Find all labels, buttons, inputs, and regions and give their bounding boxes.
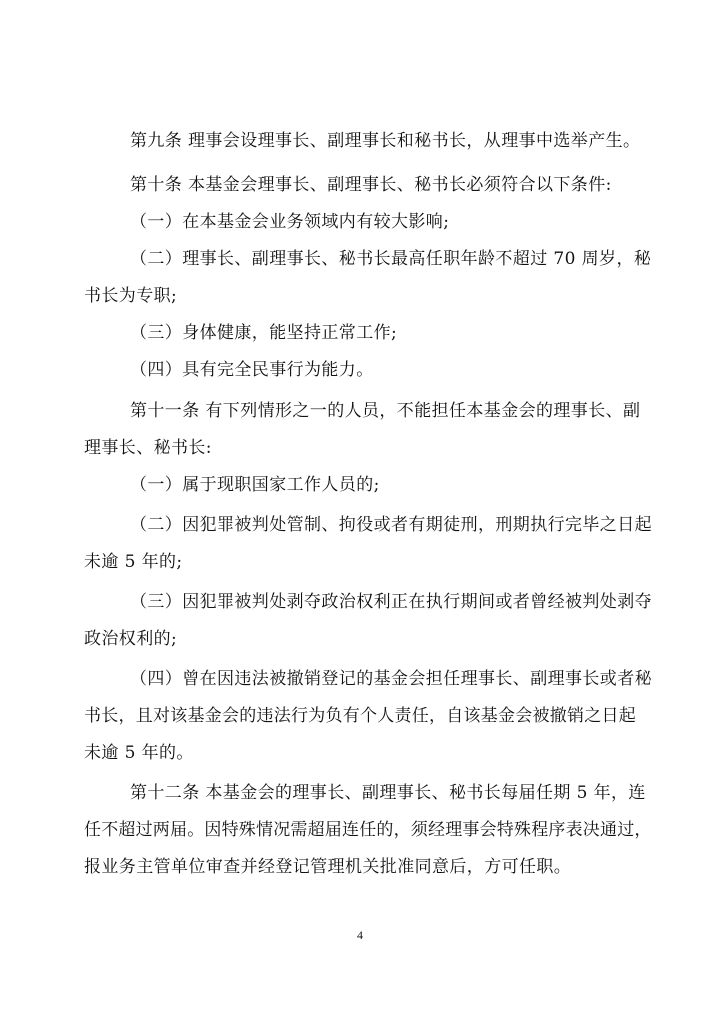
article-12-line-1: 第十二条 本基金会的理事长、副理事长、秘书长每届任期 5 年，连 bbox=[130, 783, 646, 803]
article-11-line-2: 理事长、秘书长: bbox=[84, 438, 212, 458]
article-11-item-4-line-3: 未逾 5 年的。 bbox=[84, 743, 194, 763]
article-11-item-1: （一）属于现职国家工作人员的; bbox=[130, 475, 380, 495]
page-number: 4 bbox=[357, 928, 363, 942]
article-12-line-3: 报业务主管单位审查并经登记管理机关批准同意后，方可任职。 bbox=[84, 857, 572, 877]
article-11-item-4-line-2: 书长，且对该基金会的违法行为负有个人责任，自该基金会被撤销之日起 bbox=[84, 706, 636, 726]
article-10-text: 第十条 本基金会理事长、副理事长、秘书长必须符合以下条件: bbox=[130, 175, 612, 195]
article-10-item-2-line-1: （二）理事长、副理事长、秘书长最高任职年龄不超过 70 周岁，秘 bbox=[130, 249, 652, 269]
article-11-item-4-line-1: （四）曾在因违法被撤销登记的基金会担任理事长、副理事长或者秘 bbox=[130, 669, 652, 689]
article-10-item-4: （四）具有完全民事行为能力。 bbox=[130, 360, 374, 380]
article-11-line-1: 第十一条 有下列情形之一的人员，不能担任本基金会的理事长、副 bbox=[130, 401, 641, 421]
article-10-item-2-line-2: 书长为专职; bbox=[84, 286, 178, 306]
article-12-line-2: 任不超过两届。因特殊情况需超届连任的，须经理事会特殊程序表决通过， bbox=[84, 820, 652, 840]
article-11-item-2-line-1: （二）因犯罪被判处管制、拘役或者有期徒刑，刑期执行完毕之日起 bbox=[130, 515, 652, 535]
article-10-item-1: （一）在本基金会业务领域内有较大影响; bbox=[130, 212, 450, 232]
article-9-text: 第九条 理事会设理事长、副理事长和秘书长，从理事中选举产生。 bbox=[130, 131, 641, 151]
article-11-item-2-line-2: 未逾 5 年的; bbox=[84, 552, 183, 572]
article-11-item-3-line-2: 政治权利的; bbox=[84, 629, 178, 649]
article-10-item-3: （三）身体健康，能坚持正常工作; bbox=[130, 323, 398, 343]
article-11-item-3-line-1: （三）因犯罪被判处剥夺政治权利正在执行期间或者曾经被判处剥夺 bbox=[130, 592, 652, 612]
